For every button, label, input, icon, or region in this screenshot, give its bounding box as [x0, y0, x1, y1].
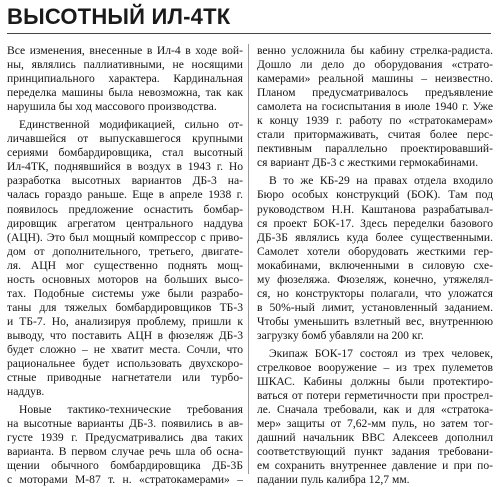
text-line: дом от дополнительного, третьего, двигате- [7, 244, 243, 258]
text-line: чалась гораздо раньше. Еще в апреле 1938 г. [7, 188, 243, 202]
text-line: стали притормаживать, считая более перс- [257, 128, 493, 142]
text-line: ся, но конструкторы полагали, что уложатся [257, 286, 493, 300]
text-line: щении обычного бомбардировщика ДБ-3Б [7, 459, 243, 473]
text-line: Экипаж БОК-17 состоял из трех человек, [269, 346, 493, 360]
text-line: разработка высотных вариантов ДБ-3 на- [7, 174, 243, 188]
text-line: ля. АЦН мог существенно поднять мощ- [7, 258, 243, 272]
title-rule [7, 33, 491, 34]
text-line: к концу 1939 г. работу по «стратокамерам» [257, 114, 493, 128]
text-line: венно усложнила бы кабину стрелка-радиста. [257, 44, 493, 57]
left-text-column [7, 44, 243, 487]
text-line: загрузку бомб убавляли на 200 кг. [257, 328, 424, 342]
text-line: ем сохранить внутреннее давление и при по- [257, 459, 493, 473]
text-line: самолета на госиспытания в июле 1940 г. Уже [257, 100, 493, 114]
text-line: Планом предусматривалось предъявление [257, 86, 493, 100]
text-line: мокабинами, включенными в силовую схе- [257, 258, 493, 272]
text-line: Единственной модификацией, сильно от- [19, 118, 243, 132]
text-line: на высотные варианты ДБ-3. появились в ав- [7, 417, 243, 431]
text-line: выводу, что поставить АЦН в фюзеляж ДБ-3 [7, 328, 243, 342]
text-line: стные приводные нагнетатели или турбо- [7, 371, 243, 385]
text-line: ШКАС. Кабины должны были протектиро- [257, 375, 493, 389]
text-line: будет сложно – не хватит места. Сочли, что [7, 342, 243, 356]
text-line: Самолет хотели оборудовать жесткими гер- [257, 244, 493, 258]
text-line: ся проект БОК-17. Здесь переделки базового [257, 216, 493, 230]
text-line: с моторами М-87 т. н. «стратокамерами» – [7, 473, 243, 487]
text-line: пективным параллельно проектировавший- [257, 142, 493, 156]
text-line: дировщик агрегатом центрального наддува [7, 216, 243, 230]
text-line: сериями бомбардировщика, стал высотный [7, 146, 243, 160]
text-line: рациональнее будет использовать двухскоро- [7, 357, 243, 371]
text-line: варианта. В первом случае речь шла об осна- [7, 445, 243, 459]
text-line: Дошло ли дело до оборудования «страто- [257, 58, 493, 72]
text-line: густе 1939 г. Предусматривались два таких [7, 431, 243, 445]
article-title: ВЫСОТНЫЙ ИЛ-4ТК [7, 4, 231, 29]
text-line: Чтобы уменьшить взлетный вес, внутреннюю [257, 314, 493, 328]
text-line: Все изменения, внесенные в Ил-4 в ходе вой- [7, 44, 243, 57]
text-line: тах. Подобные системы уже были разрабо- [7, 286, 243, 300]
text-line: руководством Н.Н. Каштанова разрабатывал- [257, 202, 493, 216]
text-line: и ТБ-7. Но, анализируя проблему, пришли к [7, 314, 243, 328]
text-line: камерами» реальной машины – неизвестно. [257, 72, 493, 86]
text-line: личавшейся от выпускавшегося крупными [7, 132, 243, 146]
text-line: му фюзеляжа. Фюзеляж, конечно, утяжелял- [257, 272, 493, 286]
text-line: ны, являлись паллиативными, не носящими [7, 58, 243, 72]
column-divider [248, 44, 249, 474]
text-line: в 50%-ный лимит, установленный заданием. [257, 300, 493, 314]
text-line: ся вариант ДБ-3 с жесткими гермокабинами. [257, 156, 479, 170]
text-line: появилось предложение оснастить бомбар- [7, 202, 243, 216]
text-line: падании пуль калибра 12,7 мм. [257, 473, 410, 487]
text-line: Бюро особых конструкций (БОК). Там под [257, 188, 493, 202]
text-line: В то же КБ-29 на правах отдела входило [269, 174, 493, 188]
text-line: Ил-4ТК, поднявшийся в воздух в 1943 г. Но [7, 160, 243, 174]
text-line: дашний начальник ВВС Алексеев дополнил [257, 431, 493, 445]
text-line: наддув. [7, 385, 45, 399]
text-line: принципиального характера. Кардинальная [7, 72, 243, 86]
text-line: ДБ-3Б являлись куда более существенными. [257, 230, 493, 244]
text-line: соответствующий пункт задания требовани- [257, 445, 493, 459]
text-line: Новые тактико-технические требования [19, 403, 243, 417]
right-text-column [257, 44, 493, 487]
text-line: (АЦН). Это был мощный компрессор с приво- [7, 230, 243, 244]
text-line: ваться от потери герметичности при прострел- [257, 389, 493, 403]
text-line: таны для тяжелых бомбардировщиков ТБ-3 [7, 300, 243, 314]
text-line: мер» защиты от 7,62-мм пуль, но затем тог- [257, 417, 493, 431]
text-line: ле. Сначала требовали, как и для «стратока- [257, 403, 493, 417]
text-line: нарушила бы ход массового производства. [7, 100, 217, 114]
text-line: стрелковое вооружение – из трех пулеметов [257, 361, 493, 375]
text-line: ность основных моторов на больших высо- [7, 272, 243, 286]
text-line: переделка машины была невозможна, так как [7, 86, 243, 100]
